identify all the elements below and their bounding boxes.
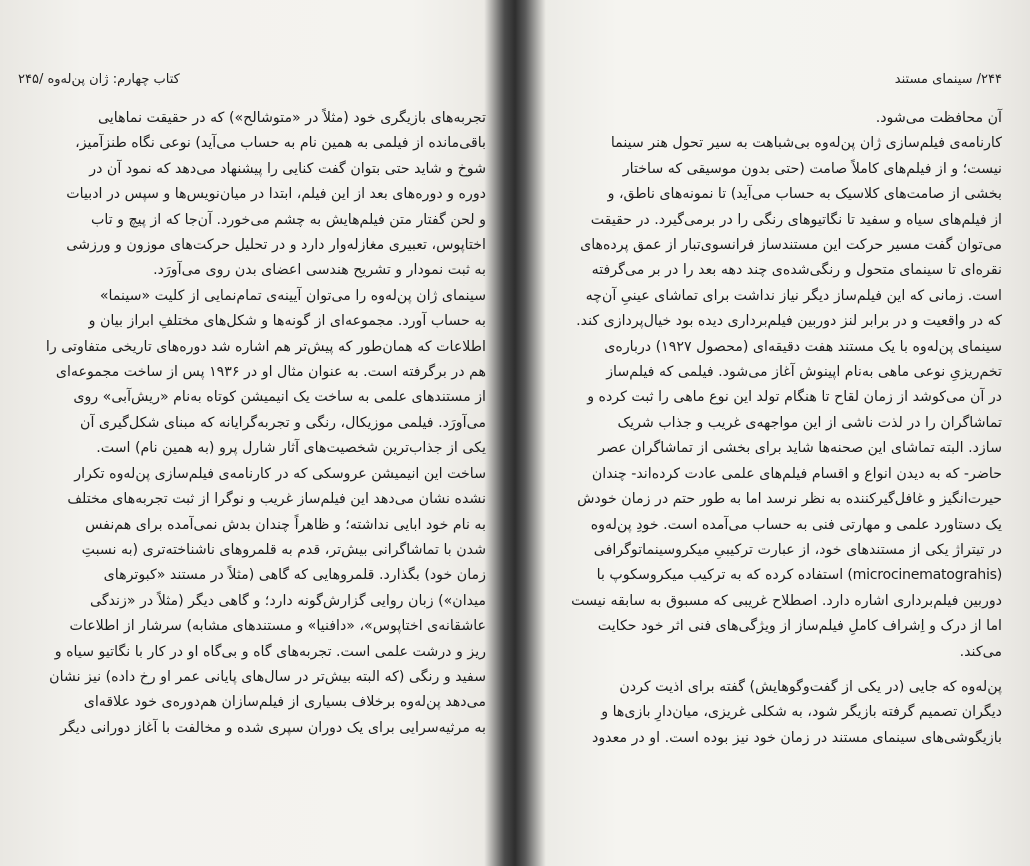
text-line: دوره و دوره‌های بعد از این فیلم، ابتدا در میان‌نویس‌ها و سپس در ادبیات [66, 186, 486, 203]
text-line: است. زمانی که این فیلم‌ساز دیگر نیاز نداشت برای تماشای عینیِ آن‌چه [585, 287, 1002, 304]
text-line: در تیتراژ یکی از مستندهای خود، از عبارت ترکیبیِ میکروسینماتوگرافی [593, 541, 1002, 558]
text-line: زمان خود) بگذارد. قلمروهایی که گاهی (مثلاً در مستند «کبوترهای [103, 567, 486, 584]
text-line: نیست؛ و از فیلم‌های کاملاً صامت (حتی بدون موسیقی که ساختار [622, 160, 1002, 177]
text-line: به مرثیه‌سرایی برای یک دوران سپری شده و مخالفت با آغاز دورانی دیگر [60, 719, 486, 736]
text-line: دیگران تصمیم گرفته بازیگر شود، به شکلی غریزی، میان‌دارِ بازی‌ها و [601, 704, 1002, 721]
text-line: به ثبت نمودار و تشریح هندسی اعضای بدن روی می‌آورَد. [153, 262, 486, 279]
left-page [0, 0, 506, 866]
text-line: نقره‌ای تا سینمای متحول و رنگی‌شده‌ی چند دهه بعد را در بر می‌گرفته [591, 262, 1002, 279]
text-line: اختاپوس، تعبیری مغازله‌وار دارد و در تحلیل حرکت‌های موزون و ورزشی [66, 237, 486, 254]
paragraph-gap [540, 665, 1002, 675]
text-line: کارنامه‌ی فیلم‌سازی ژان پن‌له‌وه بی‌شباهت به سیر تحول هنر سینما [610, 135, 1002, 152]
text-line: تخم‌ریزیِ نوعی ماهی به‌نام اپینوش آغاز می‌شود. فیلمی که فیلم‌ساز [606, 364, 1002, 381]
text-line: می‌دهد پن‌له‌وه برخلاف بسیاری از فیلم‌سازان هم‌دوره‌ی خود علاقه‌ای [83, 694, 486, 711]
page-header-left [18, 70, 486, 90]
text-line: عاشقانه‌ی اختاپوس»، «دافنیا» و مستندهای مشابه) سرشار از اطلاعات [69, 618, 486, 635]
text-line: ریز و درشت علمی است. تجربه‌های گاه و بی‌گاه او در کار با نگاتیو سیاه و [54, 643, 486, 660]
text-line: می‌کند. [959, 643, 1002, 660]
text-line: میدان») زبان روایی گزارش‌گونه دارد؛ و گاهی دیگر (مثلاً در «زندگی [90, 592, 486, 609]
body-text-right [540, 106, 1002, 751]
running-head-left: کتاب چهارم: ژان پن‌له‌وه /۲۴۵ [18, 72, 180, 87]
text-line: یکی از جذاب‌ترین شخصیت‌های آثار شارل پرو (به همین نام) است. [96, 440, 486, 457]
text-line: ساخت این انیمیشن عروسکی که در کارنامه‌ی فیلم‌سازی پن‌له‌وه تکرار [74, 465, 486, 482]
text-line: شوخ و شاید حتی بتوان گفت کنایی را پیشنهاد می‌دهد که نمود آن در [89, 160, 486, 177]
text-line: از فیلم‌های سیاه و سفید تا نگاتیوهای رنگی را در برمی‌گیرد. در حقیقت [590, 211, 1002, 228]
text-line: حیرت‌انگیز و غافل‌گیرکننده به نظر نرسد اما به طور حتم در زمان خودش [577, 491, 1002, 508]
text-line: هم در برگرفته است. به عنوان مثال او در ۱۹۳۶ پس از ساخت مجموعه‌ای [55, 364, 486, 381]
text-line: بخشی از صامت‌های کلاسیک به حساب می‌آید) تا نمونه‌های ناطق، و [607, 186, 1002, 203]
text-line: حاضر- که به دیدن انواع و اقسام فیلم‌های علمی عادت کرده‌اند- چندان [591, 465, 1002, 482]
text-line: سینمای ژان پن‌له‌وه را می‌توان آیینه‌ی تمام‌نمایی از کلیت «سینما» [99, 287, 486, 304]
text-line: نشده نشان می‌دهد این فیلم‌ساز غریب و نوگرا از ثبت تجربه‌های مختلف [67, 491, 486, 508]
page-header-right [540, 70, 1002, 90]
running-head-right: ۲۴۴/ سینمای مستند [894, 72, 1002, 87]
text-line: آن محافظت می‌شود. [875, 110, 1002, 126]
text-line: شدن با تماشاگرانی بیش‌تر، قدم به قلمروهای ناشناخته‌تری (به نسبتِ [81, 541, 486, 558]
text-line: یک دستاورد علمی و مهارتی فنی به حساب می‌آمده است. خودِ پن‌له‌وه [590, 516, 1002, 533]
text-line: سینمای پن‌له‌وه با یک مستند هفت دقیقه‌ای (محصول ۱۹۲۷) درباره‌ی [604, 338, 1002, 355]
body-text-left [18, 106, 486, 741]
text-line: تماشاگران را در لذت ناشی از این مواجهه‌ی غریب و جذاب شریک [617, 414, 1002, 431]
text-line: تجربه‌های بازیگری خود (مثلاً در «متوشالح») که در حقیقت نماهایی [97, 110, 486, 126]
text-line: سازد. البته تماشای این صحنه‌ها شاید برای بخشی از تماشاگران عصر [598, 440, 1002, 457]
text-line: اما از درک و اِشراف کاملِ فیلم‌ساز از ویژگی‌های فنی اثر خود حکایت [597, 618, 1002, 635]
text-line: می‌آورَد. فیلمی موزیکال، رنگی و تجربه‌گرایانه که مبنای شکل‌گیری آن [80, 414, 486, 431]
text-line: می‌توان گفت مسیر حرکت این مستندساز فرانسوی‌تبار از عمق پرده‌های [580, 237, 1002, 254]
text-line: پن‌له‌وه که جایی (در یکی از گفت‌وگوهایش) گفته برای اذیت کردن [619, 678, 1002, 695]
text-line: باقی‌مانده از فیلمی به همین نام به حساب می‌آید) نوعی نگاه طنزآمیز، [75, 135, 486, 152]
text-line: سفید و رنگی (که البته بیش‌تر در سال‌های پایانی عمر او رخ داده) نیز نشان [49, 668, 486, 685]
text-line: به حساب آورد. مجموعه‌ای از گونه‌ها و شکل‌های مختلفِ ابراز بیان و [88, 313, 486, 330]
right-page [520, 0, 1030, 866]
text-line: به نام خود ابایی نداشته؛ و ظاهراً چندان بدش نمی‌آمده برای هم‌نفس [85, 516, 486, 533]
text-line: بازیگوشی‌های سینمای مستند در زمان خود نیز بوده است. او در معدود [592, 729, 1002, 746]
text-line: که در واقعیت و در برابر لنز دوربین فیلم‌برداری دیده بود خیال‌پردازی کند. [576, 313, 1002, 330]
text-line: از مستندهای علمی به ساخت یک انیمیشن کوتاه به‌نام «ریش‌آبی» روی [73, 389, 486, 406]
text-line: (microcinematograhis) استفاده کرده که به ترکیب میکروسکوپ با [596, 567, 1002, 584]
text-line: اطلاعات که همان‌طور که پیش‌تر هم اشاره شد دوره‌های تاریخی متفاوتی را [45, 338, 486, 355]
text-line: در آن می‌کوشد از زمان لقاح تا هنگام تولد این نوع ماهی را ثبت کرده و [587, 389, 1002, 406]
text-line: و لحن گفتار متن فیلم‌هایش به چشم می‌خورد. آن‌جا که از پیچ و تاب [91, 211, 486, 228]
text-line: دوربین فیلم‌برداری اشاره دارد. اصطلاح غریبی که مسبوق به سابقه نیست [571, 592, 1002, 609]
